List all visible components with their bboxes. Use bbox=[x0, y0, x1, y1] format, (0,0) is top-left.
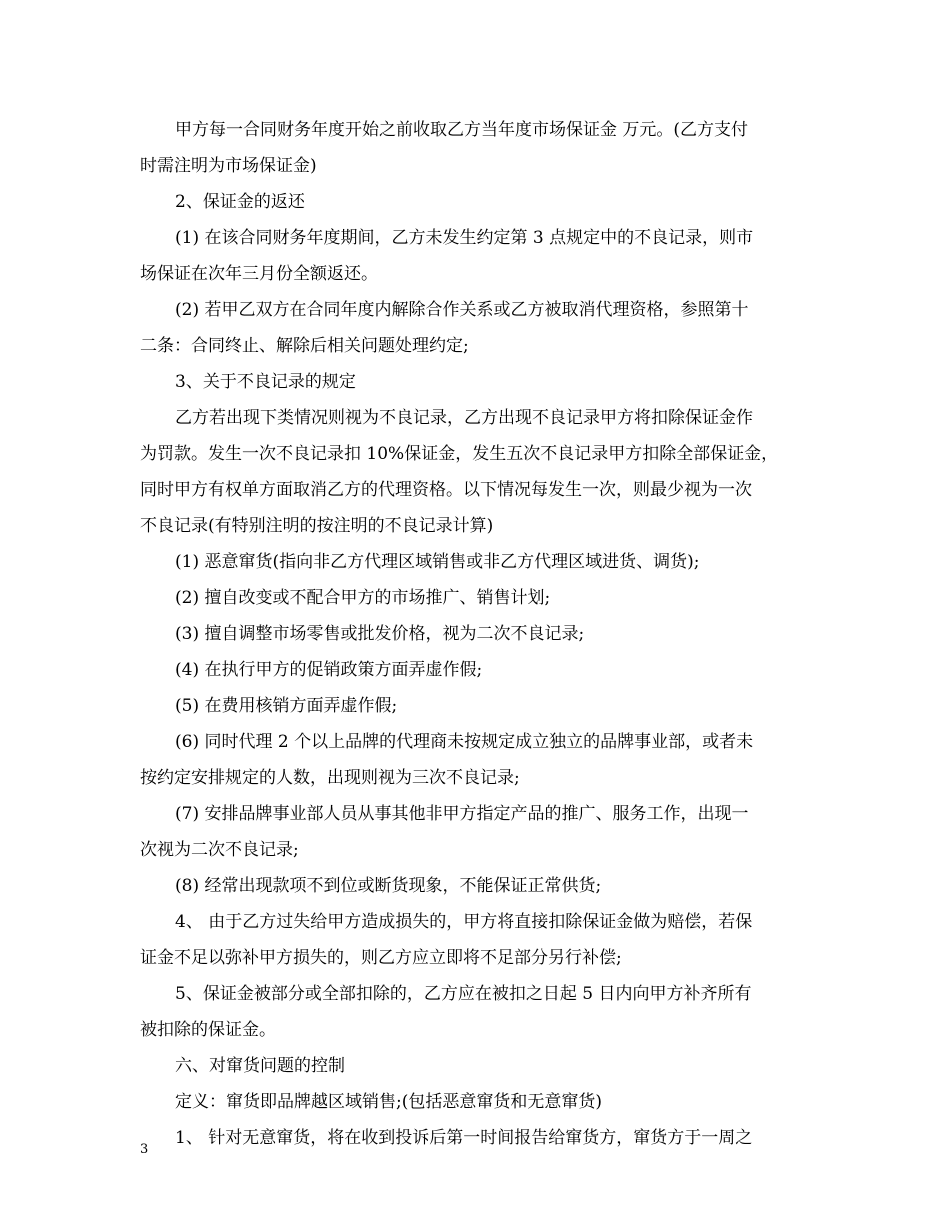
list-item: (4) 在执行甲方的促销政策方面弄虚作假; bbox=[175, 660, 483, 680]
paragraph-line: 乙方若出现下类情况则视为不良记录，乙方出现不良记录甲方将扣除保证金作 bbox=[175, 408, 753, 428]
paragraph-line: 不良记录(有特别注明的按注明的不良记录计算) bbox=[140, 516, 494, 536]
paragraph-line: 被扣除的保证金。 bbox=[140, 1020, 276, 1040]
page-number: 3 bbox=[140, 1142, 149, 1157]
section-heading: 3、关于不良记录的规定 bbox=[175, 372, 356, 392]
list-item-continuation: 次视为二次不良记录; bbox=[140, 840, 299, 860]
paragraph-line: 甲方每一合同财务年度开始之前收取乙方当年度市场保证金 万元。(乙方支付 bbox=[175, 120, 749, 140]
section-heading: 2、保证金的返还 bbox=[175, 192, 305, 212]
list-item-continuation: 按约定安排规定的人数，出现则视为三次不良记录; bbox=[140, 768, 520, 788]
paragraph-line: 同时甲方有权单方面取消乙方的代理资格。以下情况每发生一次，则最少视为一次 bbox=[140, 480, 752, 500]
list-item: (5) 在费用核销方面弄虚作假; bbox=[175, 696, 398, 716]
list-item: (8) 经常出现款项不到位或断货现象，不能保证正常供货; bbox=[175, 876, 602, 896]
list-item: (2) 擅自改变或不配合甲方的市场推广、销售计划; bbox=[175, 588, 551, 608]
paragraph-line: 定义：窜货即品牌越区域销售;(包括恶意窜货和无意窜货) bbox=[175, 1092, 602, 1112]
paragraph-line: 为罚款。发生一次不良记录扣 10%保证金，发生五次不良记录甲方扣除全部保证金， bbox=[140, 444, 779, 464]
list-item: (7) 安排品牌事业部人员从事其他非甲方指定产品的推广、服务工作，出现一 bbox=[175, 804, 749, 824]
paragraph-line: 5、保证金被部分或全部扣除的，乙方应在被扣之日起 5 日内向甲方补齐所有 bbox=[175, 984, 752, 1004]
list-item: (1) 恶意窜货(指向非乙方代理区域销售或非乙方代理区域进货、调货); bbox=[175, 552, 700, 572]
paragraph-line: 1、 针对无意窜货，将在收到投诉后第一时间报告给窜货方，窜货方于一周之 bbox=[175, 1128, 753, 1148]
paragraph-line: (2) 若甲乙双方在合同年度内解除合作关系或乙方被取消代理资格，参照第十 bbox=[175, 300, 749, 320]
paragraph-line: 4、 由于乙方过失给甲方造成损失的，甲方将直接扣除保证金做为赔偿，若保 bbox=[175, 912, 753, 932]
list-item: (3) 擅自调整市场零售或批发价格，视为二次不良记录; bbox=[175, 624, 585, 644]
paragraph-line: 二条：合同终止、解除后相关问题处理约定; bbox=[140, 336, 469, 356]
paragraph-line: (1) 在该合同财务年度期间，乙方未发生约定第 3 点规定中的不良记录，则市 bbox=[175, 228, 754, 248]
section-heading: 六、对窜货问题的控制 bbox=[175, 1056, 345, 1076]
paragraph-line: 证金不足以弥补甲方损失的，则乙方应立即将不足部分另行补偿; bbox=[140, 948, 622, 968]
list-item: (6) 同时代理 2 个以上品牌的代理商未按规定成立独立的品牌事业部，或者未 bbox=[175, 732, 754, 752]
paragraph-line: 场保证在次年三月份全额返还。 bbox=[140, 264, 378, 284]
paragraph-line: 时需注明为市场保证金) bbox=[140, 156, 317, 176]
